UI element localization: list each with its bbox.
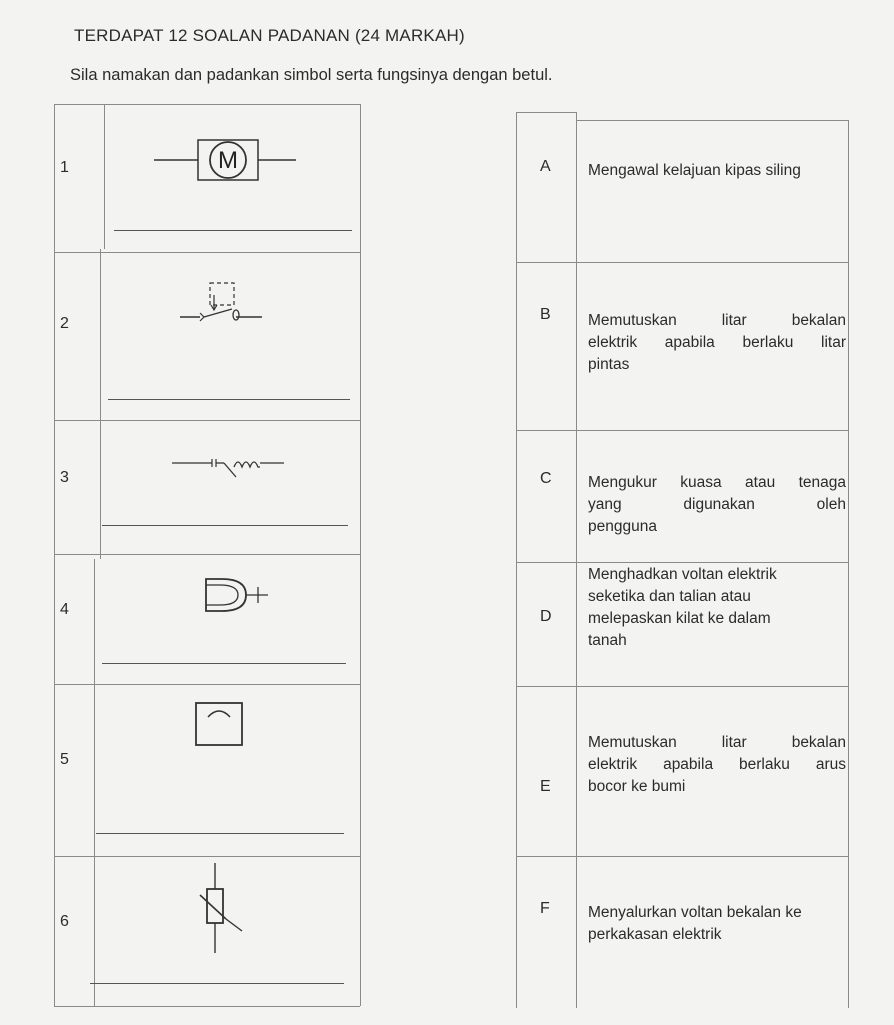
function-line: seketika dan talian atau: [588, 588, 751, 605]
row-divider: [516, 430, 848, 431]
function-table: [516, 112, 852, 1008]
symbol-row-4: [54, 554, 360, 685]
function-text: [588, 902, 846, 946]
symbol-row-6: [54, 856, 360, 1007]
push-button-switch-symbol-icon: [174, 277, 274, 327]
fuse-symbol-icon: [172, 445, 292, 485]
row-divider: [516, 262, 848, 263]
letter-column-divider: [576, 112, 577, 1008]
row-number: 3: [60, 469, 69, 486]
function-line: yang digunakan oleh: [588, 496, 846, 513]
answer-blank[interactable]: [102, 663, 346, 664]
row-divider: [516, 856, 848, 857]
table-border-left: [516, 112, 517, 1008]
function-line: perkakasan elektrik: [588, 926, 722, 943]
answer-blank[interactable]: [102, 525, 348, 526]
instruction-text: Sila namakan dan padankan simbol serta fungsinya dengan betul.: [70, 66, 553, 84]
answer-blank[interactable]: [90, 983, 344, 984]
table-border-right: [360, 104, 361, 1006]
function-line: pengguna: [588, 518, 657, 535]
answer-blank[interactable]: [96, 833, 344, 834]
function-line: tanah: [588, 632, 627, 649]
function-line: melepaskan kilat ke dalam: [588, 610, 771, 627]
row-number: 6: [60, 913, 69, 930]
socket-outlet-symbol-icon: [202, 577, 292, 617]
row-divider: [516, 562, 848, 563]
symbol-row-5: [54, 684, 360, 857]
motor-letter: M: [218, 147, 238, 174]
row-number: 5: [60, 751, 69, 768]
symbol-row-2: [54, 252, 360, 421]
table-border-right: [848, 120, 849, 1008]
ceiling-fan-regulator-symbol-icon: [194, 701, 254, 751]
function-line: Mengawal kelajuan kipas siling: [588, 162, 801, 179]
function-line: elektrik apabila berlaku arus: [588, 756, 846, 773]
row-number: 4: [60, 601, 69, 618]
table-border-top: [516, 112, 576, 113]
symbol-row-3: [54, 420, 360, 555]
surge-arrester-symbol-icon: [198, 863, 258, 959]
function-text: [588, 732, 846, 798]
function-line: Menghadkan voltan elektrik: [588, 566, 777, 583]
function-line: Menyalurkan voltan bekalan ke: [588, 904, 802, 921]
row-number: 1: [60, 159, 69, 176]
row-number: 2: [60, 315, 69, 332]
function-line: elektrik apabila berlaku litar: [588, 334, 846, 351]
function-text: [588, 472, 846, 538]
function-letter: F: [540, 900, 550, 917]
function-letter: C: [540, 470, 552, 487]
page-title: TERDAPAT 12 SOALAN PADANAN (24 MARKAH): [74, 26, 465, 45]
function-letter: A: [540, 158, 551, 175]
function-line: Mengukur kuasa atau tenaga: [588, 474, 846, 491]
motor-symbol-icon: [154, 138, 304, 188]
answer-blank[interactable]: [114, 230, 352, 231]
table-border-top: [576, 120, 848, 121]
function-letter: B: [540, 306, 551, 323]
function-line: bocor ke bumi: [588, 778, 686, 795]
function-text: [588, 564, 846, 652]
symbol-table: [54, 104, 360, 1006]
symbol-row-1: [54, 104, 360, 252]
function-line: Memutuskan litar bekalan: [588, 312, 846, 329]
function-text: [588, 310, 846, 376]
answer-blank[interactable]: [108, 399, 350, 400]
row-divider: [516, 686, 848, 687]
function-letter: E: [540, 778, 551, 795]
function-line: pintas: [588, 356, 630, 373]
function-line: Memutuskan litar bekalan: [588, 734, 846, 751]
function-text: [588, 160, 846, 182]
function-letter: D: [540, 608, 552, 625]
